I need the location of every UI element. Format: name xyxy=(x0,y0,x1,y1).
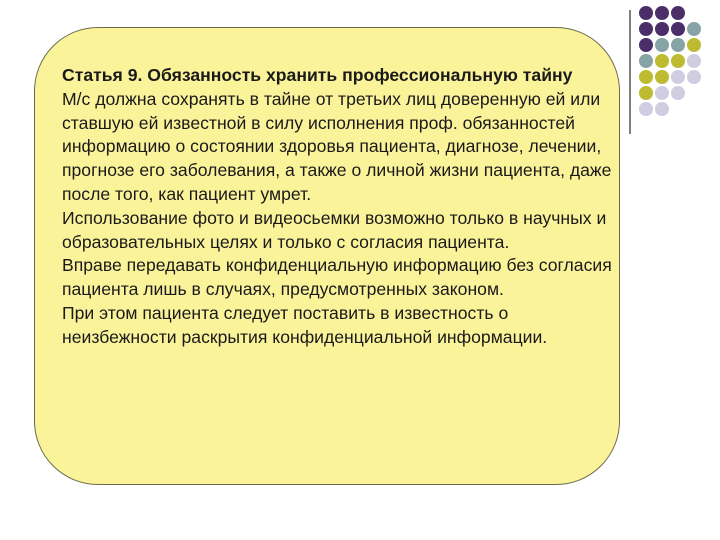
article-paragraph: При этом пациента следует поставить в известность о неизбежности раскрытия конфиденциальной информации. xyxy=(62,302,548,347)
decorative-dot xyxy=(655,102,669,116)
decorative-dot xyxy=(687,6,701,20)
decorative-dot xyxy=(671,38,685,52)
decorative-dot xyxy=(655,86,669,100)
decorative-dot xyxy=(639,38,653,52)
decorative-dot xyxy=(639,54,653,68)
decorative-dot xyxy=(655,38,669,52)
decorative-dot xyxy=(671,86,685,100)
decorative-dot xyxy=(639,6,653,20)
decorative-dot xyxy=(655,70,669,84)
decorative-dot xyxy=(671,54,685,68)
decorative-dot xyxy=(687,38,701,52)
decorative-dot xyxy=(639,22,653,36)
decorative-dot xyxy=(639,102,653,116)
decorative-dot xyxy=(671,22,685,36)
decorative-dot xyxy=(639,70,653,84)
decorative-dot xyxy=(671,70,685,84)
decorative-dot xyxy=(655,6,669,20)
vertical-divider xyxy=(629,10,631,134)
decorative-dot xyxy=(655,22,669,36)
article-paragraph: Использование фото и видеосьемки возможно только в научных и образовательных целях и только с согласия пациента. xyxy=(62,207,607,252)
article-paragraph: М/с должна сохранять в тайне от третьих лиц доверенную ей или ставшую ей известной в силу исполнения проф. обязанностей информацию о состоянии здоровья пациента, диагнозе, лечении, прогнозе его заболевания, а также о личной жизни пациента, даже после того, как пациент умрет. xyxy=(62,88,612,204)
decorative-dot xyxy=(671,102,685,116)
decorative-dot xyxy=(687,54,701,68)
article-text xyxy=(62,64,622,350)
decorative-dot xyxy=(639,86,653,100)
decorative-dot xyxy=(655,54,669,68)
decorative-dot-grid xyxy=(639,6,701,118)
decorative-dot xyxy=(687,22,701,36)
article-title: Статья 9. Обязанность хранить профессиональную тайну xyxy=(62,65,573,85)
decorative-dot xyxy=(687,86,701,100)
decorative-dot xyxy=(687,102,701,116)
decorative-dot xyxy=(671,6,685,20)
decorative-dot xyxy=(687,70,701,84)
article-paragraph: Вправе передавать конфиденциальную информацию без согласия пациента лишь в случаях, предусмотренных законом. xyxy=(62,255,612,300)
